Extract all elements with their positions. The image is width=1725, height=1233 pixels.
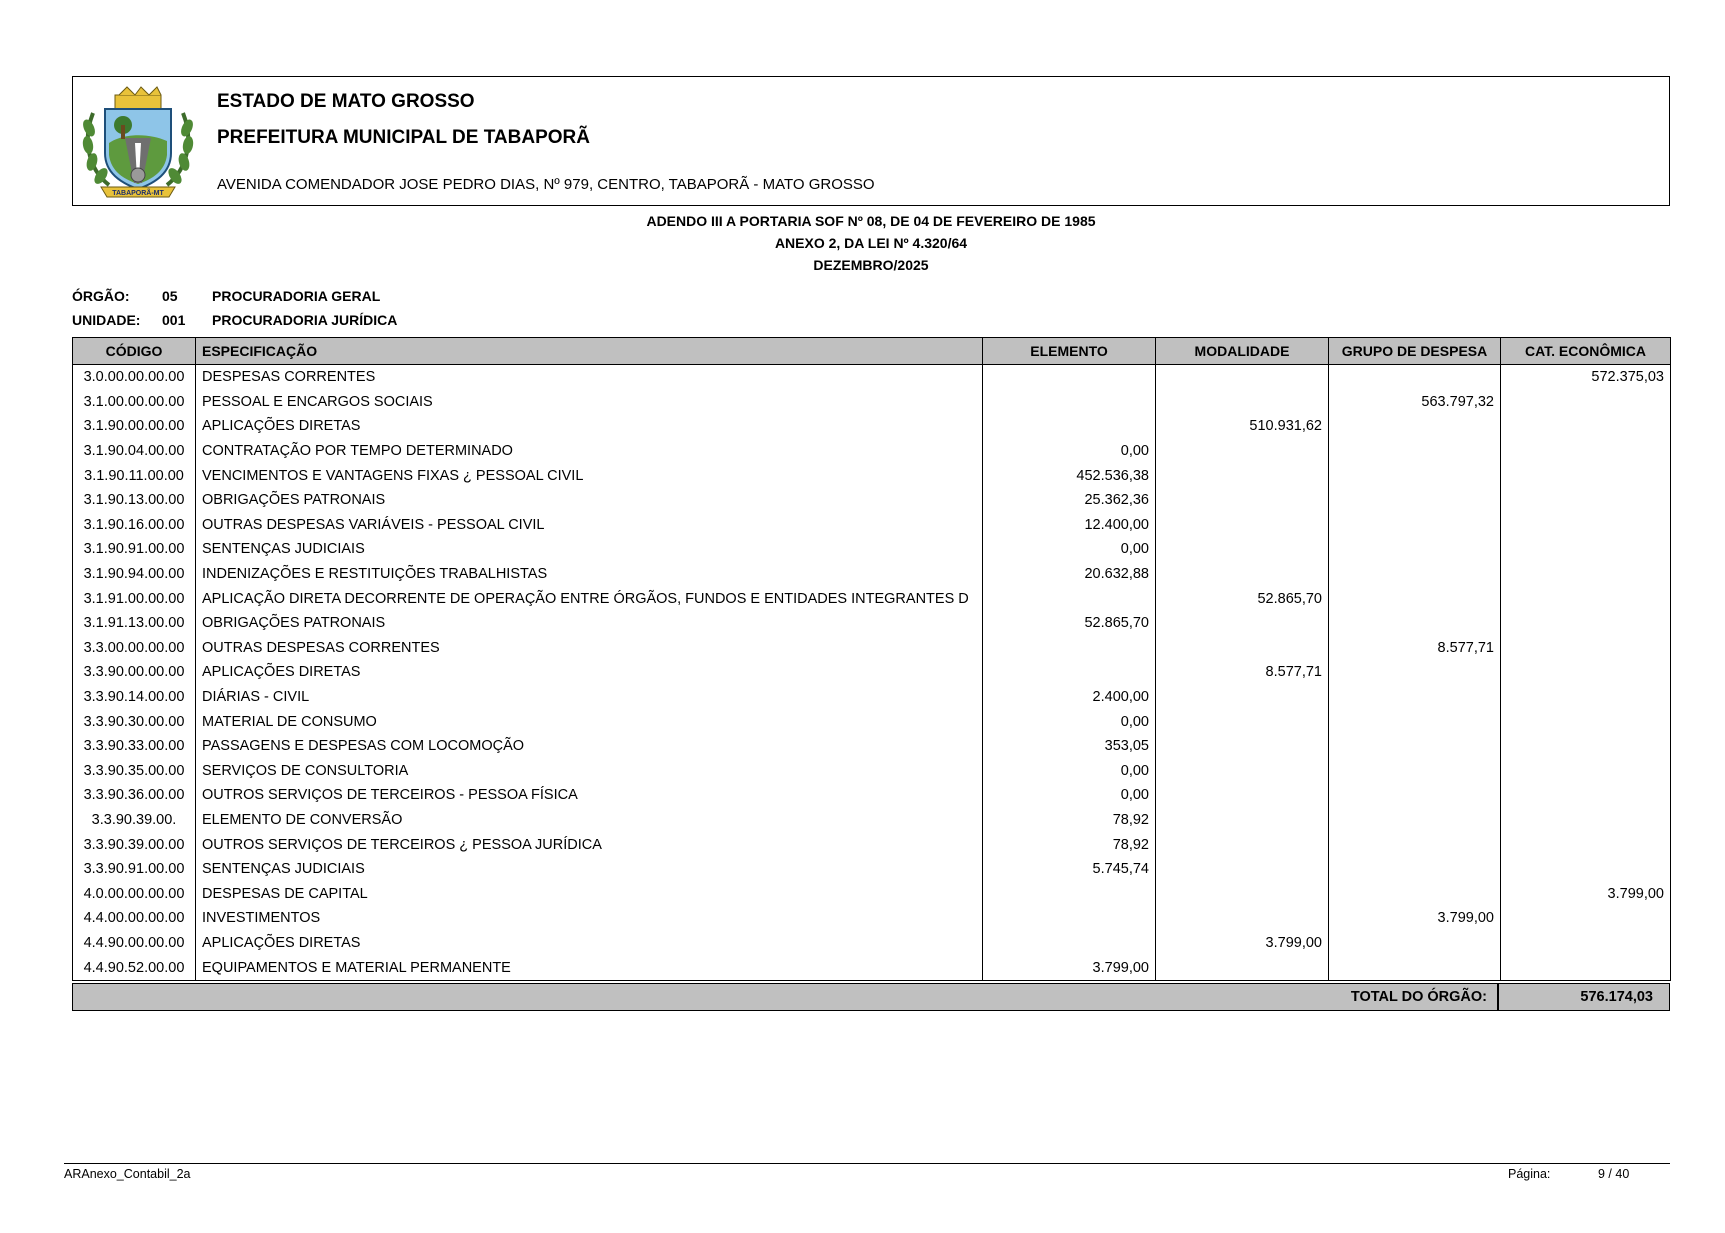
cell-grupo-despesa — [1329, 685, 1501, 710]
table-row — [73, 463, 1671, 488]
cell-cat-economica — [1501, 808, 1671, 833]
report-titles — [72, 210, 1670, 276]
cell-cat-economica — [1501, 857, 1671, 882]
total-label: TOTAL DO ÓRGÃO: — [1350, 989, 1487, 1005]
cell-modalidade: 8.577,71 — [1156, 660, 1329, 685]
report-title-line1: ADENDO III A PORTARIA SOF Nº 08, DE 04 DE FEVEREIRO DE 1985 — [646, 213, 1096, 229]
report-title-line2: ANEXO 2, DA LEI Nº 4.320/64 — [774, 235, 968, 251]
cell-codigo: 4.4.90.52.00.00 — [73, 955, 196, 980]
cell-especificacao: ELEMENTO DE CONVERSÃO — [196, 808, 983, 833]
cell-codigo: 3.1.90.11.00.00 — [73, 463, 196, 488]
cell-especificacao: SENTENÇAS JUDICIAIS — [196, 537, 983, 562]
column-header-especificacao: ESPECIFICAÇÃO — [196, 338, 983, 365]
cell-grupo-despesa — [1329, 857, 1501, 882]
cell-especificacao: OUTROS SERVIÇOS DE TERCEIROS - PESSOA FÍSICA — [196, 783, 983, 808]
cell-elemento: 0,00 — [983, 709, 1156, 734]
cell-grupo-despesa — [1329, 414, 1501, 439]
cell-grupo-despesa — [1329, 709, 1501, 734]
total-value: 576.174,03 — [1580, 989, 1653, 1005]
page-number: 9 / 40 — [1598, 1167, 1630, 1181]
page-label: Página: — [1508, 1167, 1551, 1181]
cell-codigo: 3.3.90.39.00.00 — [73, 832, 196, 857]
column-header-grupo-despesa: GRUPO DE DESPESA — [1329, 338, 1501, 365]
cell-modalidade — [1156, 439, 1329, 464]
cell-modalidade — [1156, 759, 1329, 784]
cell-codigo: 3.3.90.33.00.00 — [73, 734, 196, 759]
cell-grupo-despesa — [1329, 365, 1501, 390]
cell-grupo-despesa — [1329, 562, 1501, 587]
cell-grupo-despesa — [1329, 955, 1501, 980]
table-row — [73, 390, 1671, 415]
cell-codigo: 3.1.90.04.00.00 — [73, 439, 196, 464]
cell-modalidade — [1156, 734, 1329, 759]
cell-modalidade: 52.865,70 — [1156, 586, 1329, 611]
cell-modalidade — [1156, 832, 1329, 857]
cell-especificacao: PESSOAL E ENCARGOS SOCIAIS — [196, 390, 983, 415]
cell-especificacao: OBRIGAÇÕES PATRONAIS — [196, 611, 983, 636]
table-row — [73, 611, 1671, 636]
cell-modalidade — [1156, 783, 1329, 808]
cell-modalidade — [1156, 636, 1329, 661]
cell-cat-economica: 572.375,03 — [1501, 365, 1671, 390]
cell-grupo-despesa — [1329, 488, 1501, 513]
cell-cat-economica — [1501, 414, 1671, 439]
cell-cat-economica — [1501, 759, 1671, 784]
cell-especificacao: CONTRATAÇÃO POR TEMPO DETERMINADO — [196, 439, 983, 464]
table-row — [73, 513, 1671, 538]
cell-codigo: 3.1.91.13.00.00 — [73, 611, 196, 636]
cell-especificacao: MATERIAL DE CONSUMO — [196, 709, 983, 734]
cell-cat-economica — [1501, 783, 1671, 808]
column-header-codigo: CÓDIGO — [73, 338, 196, 365]
header-box — [72, 76, 1670, 206]
cell-cat-economica — [1501, 931, 1671, 956]
total-divider — [1497, 984, 1499, 1010]
table-header-row — [73, 338, 1671, 365]
cell-codigo: 3.3.90.91.00.00 — [73, 857, 196, 882]
cell-codigo: 4.4.90.00.00.00 — [73, 931, 196, 956]
table-row — [73, 488, 1671, 513]
cell-codigo: 3.3.90.35.00.00 — [73, 759, 196, 784]
cell-modalidade — [1156, 906, 1329, 931]
cell-elemento: 25.362,36 — [983, 488, 1156, 513]
cell-elemento — [983, 365, 1156, 390]
cell-grupo-despesa — [1329, 759, 1501, 784]
cell-cat-economica — [1501, 513, 1671, 538]
cell-cat-economica — [1501, 636, 1671, 661]
cell-modalidade — [1156, 685, 1329, 710]
report-period: DEZEMBRO/2025 — [813, 257, 929, 273]
cell-modalidade: 3.799,00 — [1156, 931, 1329, 956]
cell-codigo: 3.1.90.16.00.00 — [73, 513, 196, 538]
table-row — [73, 685, 1671, 710]
cell-grupo-despesa: 3.799,00 — [1329, 906, 1501, 931]
cell-elemento — [983, 414, 1156, 439]
cell-modalidade: 510.931,62 — [1156, 414, 1329, 439]
prefecture-address: AVENIDA COMENDADOR JOSE PEDRO DIAS, Nº 979, CENTRO, TABAPORÃ - MATO GROSSO — [217, 176, 875, 193]
cell-cat-economica — [1501, 463, 1671, 488]
footer-divider — [64, 1163, 1670, 1164]
table-row — [73, 709, 1671, 734]
cell-grupo-despesa — [1329, 808, 1501, 833]
cell-elemento — [983, 390, 1156, 415]
table-row — [73, 759, 1671, 784]
table-row — [73, 439, 1671, 464]
cell-grupo-despesa — [1329, 734, 1501, 759]
cell-especificacao: APLICAÇÕES DIRETAS — [196, 414, 983, 439]
state-name: ESTADO DE MATO GROSSO — [217, 91, 475, 112]
cell-especificacao: DESPESAS CORRENTES — [196, 365, 983, 390]
cell-elemento: 78,92 — [983, 808, 1156, 833]
cell-modalidade — [1156, 513, 1329, 538]
cell-codigo: 4.0.00.00.00.00 — [73, 881, 196, 906]
orgao-code: 05 — [162, 288, 178, 304]
table-row — [73, 660, 1671, 685]
cell-modalidade — [1156, 881, 1329, 906]
cell-especificacao: PASSAGENS E DESPESAS COM LOCOMOÇÃO — [196, 734, 983, 759]
cell-codigo: 3.0.00.00.00.00 — [73, 365, 196, 390]
cell-cat-economica — [1501, 611, 1671, 636]
cell-elemento — [983, 931, 1156, 956]
cell-elemento — [983, 636, 1156, 661]
cell-codigo: 4.4.00.00.00.00 — [73, 906, 196, 931]
table-row — [73, 734, 1671, 759]
table-row — [73, 808, 1671, 833]
cell-codigo: 3.1.00.00.00.00 — [73, 390, 196, 415]
cell-cat-economica — [1501, 734, 1671, 759]
cell-cat-economica — [1501, 832, 1671, 857]
cell-modalidade — [1156, 562, 1329, 587]
table-row — [73, 414, 1671, 439]
cell-especificacao: SERVIÇOS DE CONSULTORIA — [196, 759, 983, 784]
orgao-name: PROCURADORIA GERAL — [212, 288, 381, 304]
cell-especificacao: INDENIZAÇÕES E RESTITUIÇÕES TRABALHISTAS — [196, 562, 983, 587]
cell-cat-economica — [1501, 709, 1671, 734]
table-row — [73, 832, 1671, 857]
cell-cat-economica — [1501, 955, 1671, 980]
cell-modalidade — [1156, 808, 1329, 833]
table-row — [73, 857, 1671, 882]
cell-elemento: 2.400,00 — [983, 685, 1156, 710]
cell-especificacao: DIÁRIAS - CIVIL — [196, 685, 983, 710]
cell-elemento — [983, 906, 1156, 931]
cell-codigo: 3.1.90.94.00.00 — [73, 562, 196, 587]
cell-especificacao: APLICAÇÃO DIRETA DECORRENTE DE OPERAÇÃO ENTRE ÓRGÃOS, FUNDOS E ENTIDADES INTEGRANTES D — [196, 586, 983, 611]
cell-especificacao: VENCIMENTOS E VANTAGENS FIXAS ¿ PESSOAL CIVIL — [196, 463, 983, 488]
cell-modalidade — [1156, 488, 1329, 513]
cell-modalidade — [1156, 709, 1329, 734]
cell-cat-economica — [1501, 586, 1671, 611]
cell-elemento: 12.400,00 — [983, 513, 1156, 538]
cell-modalidade — [1156, 611, 1329, 636]
cell-modalidade — [1156, 857, 1329, 882]
table-row — [73, 783, 1671, 808]
table-row — [73, 586, 1671, 611]
cell-cat-economica: 3.799,00 — [1501, 881, 1671, 906]
table-row — [73, 636, 1671, 661]
municipal-coat-of-arms-logo — [79, 83, 197, 201]
unidade-code: 001 — [162, 312, 186, 328]
cell-especificacao: INVESTIMENTOS — [196, 906, 983, 931]
table-row — [73, 906, 1671, 931]
total-row — [72, 983, 1670, 1011]
cell-grupo-despesa — [1329, 660, 1501, 685]
cell-especificacao: APLICAÇÕES DIRETAS — [196, 660, 983, 685]
cell-grupo-despesa — [1329, 537, 1501, 562]
cell-codigo: 3.1.90.91.00.00 — [73, 537, 196, 562]
cell-especificacao: DESPESAS DE CAPITAL — [196, 881, 983, 906]
table-body — [73, 365, 1671, 981]
cell-elemento: 452.536,38 — [983, 463, 1156, 488]
cell-elemento: 0,00 — [983, 783, 1156, 808]
prefecture-name: PREFEITURA MUNICIPAL DE TABAPORÃ — [217, 127, 590, 148]
cell-elemento — [983, 586, 1156, 611]
cell-modalidade — [1156, 390, 1329, 415]
cell-grupo-despesa: 563.797,32 — [1329, 390, 1501, 415]
cell-modalidade — [1156, 537, 1329, 562]
cell-especificacao: APLICAÇÕES DIRETAS — [196, 931, 983, 956]
cell-especificacao: OUTRAS DESPESAS CORRENTES — [196, 636, 983, 661]
cell-cat-economica — [1501, 906, 1671, 931]
column-header-cat-economica: CAT. ECONÔMICA — [1501, 338, 1671, 365]
cell-codigo: 3.1.90.00.00.00 — [73, 414, 196, 439]
cell-grupo-despesa — [1329, 513, 1501, 538]
orgao-label: ÓRGÃO: — [72, 288, 130, 304]
table-row — [73, 365, 1671, 390]
cell-especificacao: OUTROS SERVIÇOS DE TERCEIROS ¿ PESSOA JURÍDICA — [196, 832, 983, 857]
cell-cat-economica — [1501, 660, 1671, 685]
logo-ribbon-text: TABAPORÃ-MT — [112, 190, 164, 197]
cell-grupo-despesa: 8.577,71 — [1329, 636, 1501, 661]
cell-codigo: 3.3.90.14.00.00 — [73, 685, 196, 710]
cell-codigo: 3.1.90.13.00.00 — [73, 488, 196, 513]
column-header-elemento: ELEMENTO — [983, 338, 1156, 365]
cell-grupo-despesa — [1329, 881, 1501, 906]
cell-elemento: 52.865,70 — [983, 611, 1156, 636]
report-name: ARAnexo_Contabil_2a — [64, 1167, 191, 1181]
cell-grupo-despesa — [1329, 586, 1501, 611]
cell-elemento: 0,00 — [983, 537, 1156, 562]
cell-elemento: 353,05 — [983, 734, 1156, 759]
cell-elemento: 5.745,74 — [983, 857, 1156, 882]
cell-cat-economica — [1501, 439, 1671, 464]
table-row — [73, 881, 1671, 906]
cell-elemento: 0,00 — [983, 759, 1156, 784]
cell-grupo-despesa — [1329, 463, 1501, 488]
cell-elemento: 3.799,00 — [983, 955, 1156, 980]
cell-especificacao: OBRIGAÇÕES PATRONAIS — [196, 488, 983, 513]
cell-elemento: 20.632,88 — [983, 562, 1156, 587]
table-row — [73, 955, 1671, 980]
cell-especificacao: EQUIPAMENTOS E MATERIAL PERMANENTE — [196, 955, 983, 980]
cell-codigo: 3.3.90.30.00.00 — [73, 709, 196, 734]
table-row — [73, 537, 1671, 562]
cell-modalidade — [1156, 463, 1329, 488]
unidade-name: PROCURADORIA JURÍDICA — [212, 312, 398, 328]
table-row — [73, 562, 1671, 587]
unidade-label: UNIDADE: — [72, 312, 141, 328]
column-header-modalidade: MODALIDADE — [1156, 338, 1329, 365]
cell-cat-economica — [1501, 488, 1671, 513]
cell-modalidade — [1156, 955, 1329, 980]
cell-grupo-despesa — [1329, 931, 1501, 956]
cell-grupo-despesa — [1329, 783, 1501, 808]
cell-cat-economica — [1501, 537, 1671, 562]
cell-grupo-despesa — [1329, 832, 1501, 857]
cell-codigo: 3.3.90.36.00.00 — [73, 783, 196, 808]
expense-table — [72, 337, 1671, 981]
cell-grupo-despesa — [1329, 611, 1501, 636]
cell-especificacao: OUTRAS DESPESAS VARIÁVEIS - PESSOAL CIVIL — [196, 513, 983, 538]
cell-cat-economica — [1501, 685, 1671, 710]
cell-codigo: 3.1.91.00.00.00 — [73, 586, 196, 611]
cell-especificacao: SENTENÇAS JUDICIAIS — [196, 857, 983, 882]
cell-grupo-despesa — [1329, 439, 1501, 464]
cell-elemento: 78,92 — [983, 832, 1156, 857]
cell-elemento — [983, 881, 1156, 906]
cell-cat-economica — [1501, 562, 1671, 587]
cell-cat-economica — [1501, 390, 1671, 415]
cell-elemento: 0,00 — [983, 439, 1156, 464]
cell-codigo: 3.3.00.00.00.00 — [73, 636, 196, 661]
cell-codigo: 3.3.90.00.00.00 — [73, 660, 196, 685]
table-row — [73, 931, 1671, 956]
cell-codigo: 3.3.90.39.00. — [73, 808, 196, 833]
cell-modalidade — [1156, 365, 1329, 390]
cell-elemento — [983, 660, 1156, 685]
